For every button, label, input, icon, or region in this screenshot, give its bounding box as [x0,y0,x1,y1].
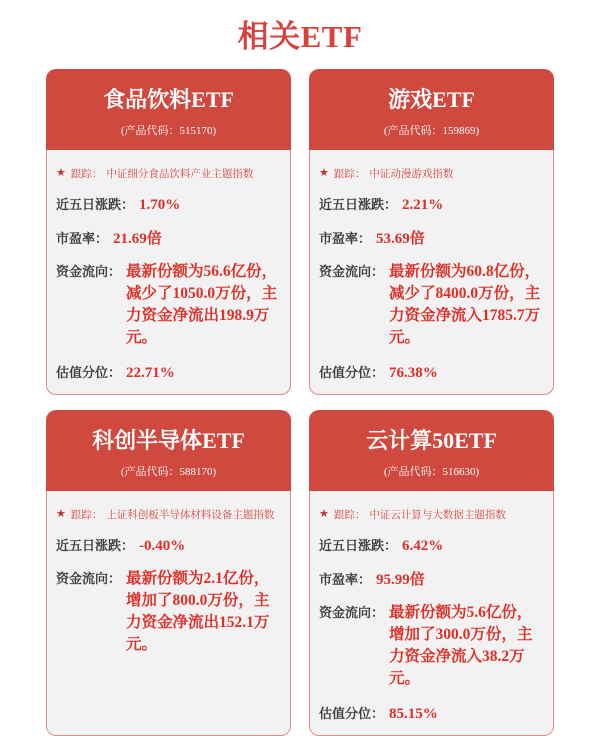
metric-row [319,227,547,248]
etf-card-header [46,410,291,491]
star-icon: ★ [319,508,329,520]
metric-value: 95.99倍 [376,572,425,588]
etf-card-body [309,150,554,395]
metric-value: 1.70% [139,197,181,213]
star-icon: ★ [56,508,66,520]
etf-product-code: (产品代码：588170) [120,466,217,478]
page-title: 相关ETF [237,19,363,54]
etf-product-code: (产品代码：159869) [383,125,480,137]
metric-label: 市盈率： [319,231,372,246]
metric-row [56,227,284,248]
metric-label: 估值分位： [319,365,385,380]
tracking-label: 跟踪： [333,509,366,521]
tracking-index-row [319,507,547,522]
tracking-index-name: 中证动漫游戏指数 [369,168,454,180]
metric-row [319,194,547,214]
metric-row [56,261,284,349]
metric-rows [56,194,284,382]
star-icon: ★ [56,167,66,179]
tracking-index-row [56,507,284,522]
metric-value: -0.40% [139,538,186,554]
etf-card-header [309,410,554,491]
metric-row [56,362,284,382]
metric-label: 近五日涨跌： [56,197,135,212]
metric-row [319,602,547,690]
metric-value: 最新份额为60.8亿份，减少了8400.0万份，主力资金净流入1785.7万元。 [389,263,541,346]
etf-name: 食品饮料ETF [103,87,234,112]
metric-value: 最新份额为5.6亿份，增加了300.0万份，主力资金净流入38.2万元。 [389,604,533,687]
etf-name: 云计算50ETF [366,428,497,453]
etf-card-body [46,491,291,736]
metric-label: 近五日涨跌： [319,197,398,212]
tracking-label: 跟踪： [70,509,103,521]
etf-card[interactable] [309,69,554,395]
metric-label: 资金流向： [319,264,385,279]
metric-value: 最新份额为56.6亿份，减少了1050.0万份，主力资金净流出198.9万元。 [126,263,278,346]
etf-card-body [46,150,291,395]
metric-rows [56,535,284,656]
tracking-index-row [56,166,284,181]
metric-row [319,568,547,589]
metric-value: 21.69倍 [113,231,162,247]
metric-value: 最新份额为2.1亿份，增加了800.0万份，主力资金净流出152.1万元。 [126,570,270,653]
metric-value: 53.69倍 [376,231,425,247]
tracking-index-row [319,166,547,181]
etf-card[interactable] [309,410,554,736]
metric-label: 资金流向： [56,571,122,586]
metric-label: 估值分位： [319,706,385,721]
metric-row [56,194,284,214]
metric-label: 资金流向： [319,605,385,620]
tracking-index-name: 中证细分食品饮料产业主题指数 [106,168,254,180]
metric-row [319,703,547,723]
metric-label: 市盈率： [319,572,372,587]
etf-product-code: (产品代码：515170) [120,125,217,137]
metric-rows [319,194,547,382]
metric-row [319,261,547,349]
etf-card-header [46,69,291,150]
etf-name: 科创半导体ETF [92,428,245,453]
etf-card[interactable] [46,410,291,736]
metric-value: 85.15% [389,706,438,722]
etf-product-code: (产品代码：516630) [383,466,480,478]
etf-cards-grid [46,69,554,736]
metric-row [319,535,547,555]
tracking-label: 跟踪： [333,168,366,180]
metric-value: 6.42% [402,538,444,554]
etf-card[interactable] [46,69,291,395]
metric-rows [319,535,547,723]
metric-value: 2.21% [402,197,444,213]
metric-label: 近五日涨跌： [319,538,398,553]
metric-label: 资金流向： [56,264,122,279]
metric-value: 22.71% [126,365,175,381]
etf-name: 游戏ETF [388,87,475,112]
metric-row [56,568,284,656]
star-icon: ★ [319,167,329,179]
tracking-label: 跟踪： [70,168,103,180]
metric-value: 76.38% [389,365,438,381]
etf-card-header [309,69,554,150]
metric-label: 估值分位： [56,365,122,380]
etf-card-body [309,491,554,736]
metric-label: 市盈率： [56,231,109,246]
tracking-index-name: 上证科创板半导体材料设备主题指数 [106,509,275,521]
metric-label: 近五日涨跌： [56,538,135,553]
tracking-index-name: 中证云计算与大数据主题指数 [369,509,506,521]
metric-row [56,535,284,555]
metric-row [319,362,547,382]
